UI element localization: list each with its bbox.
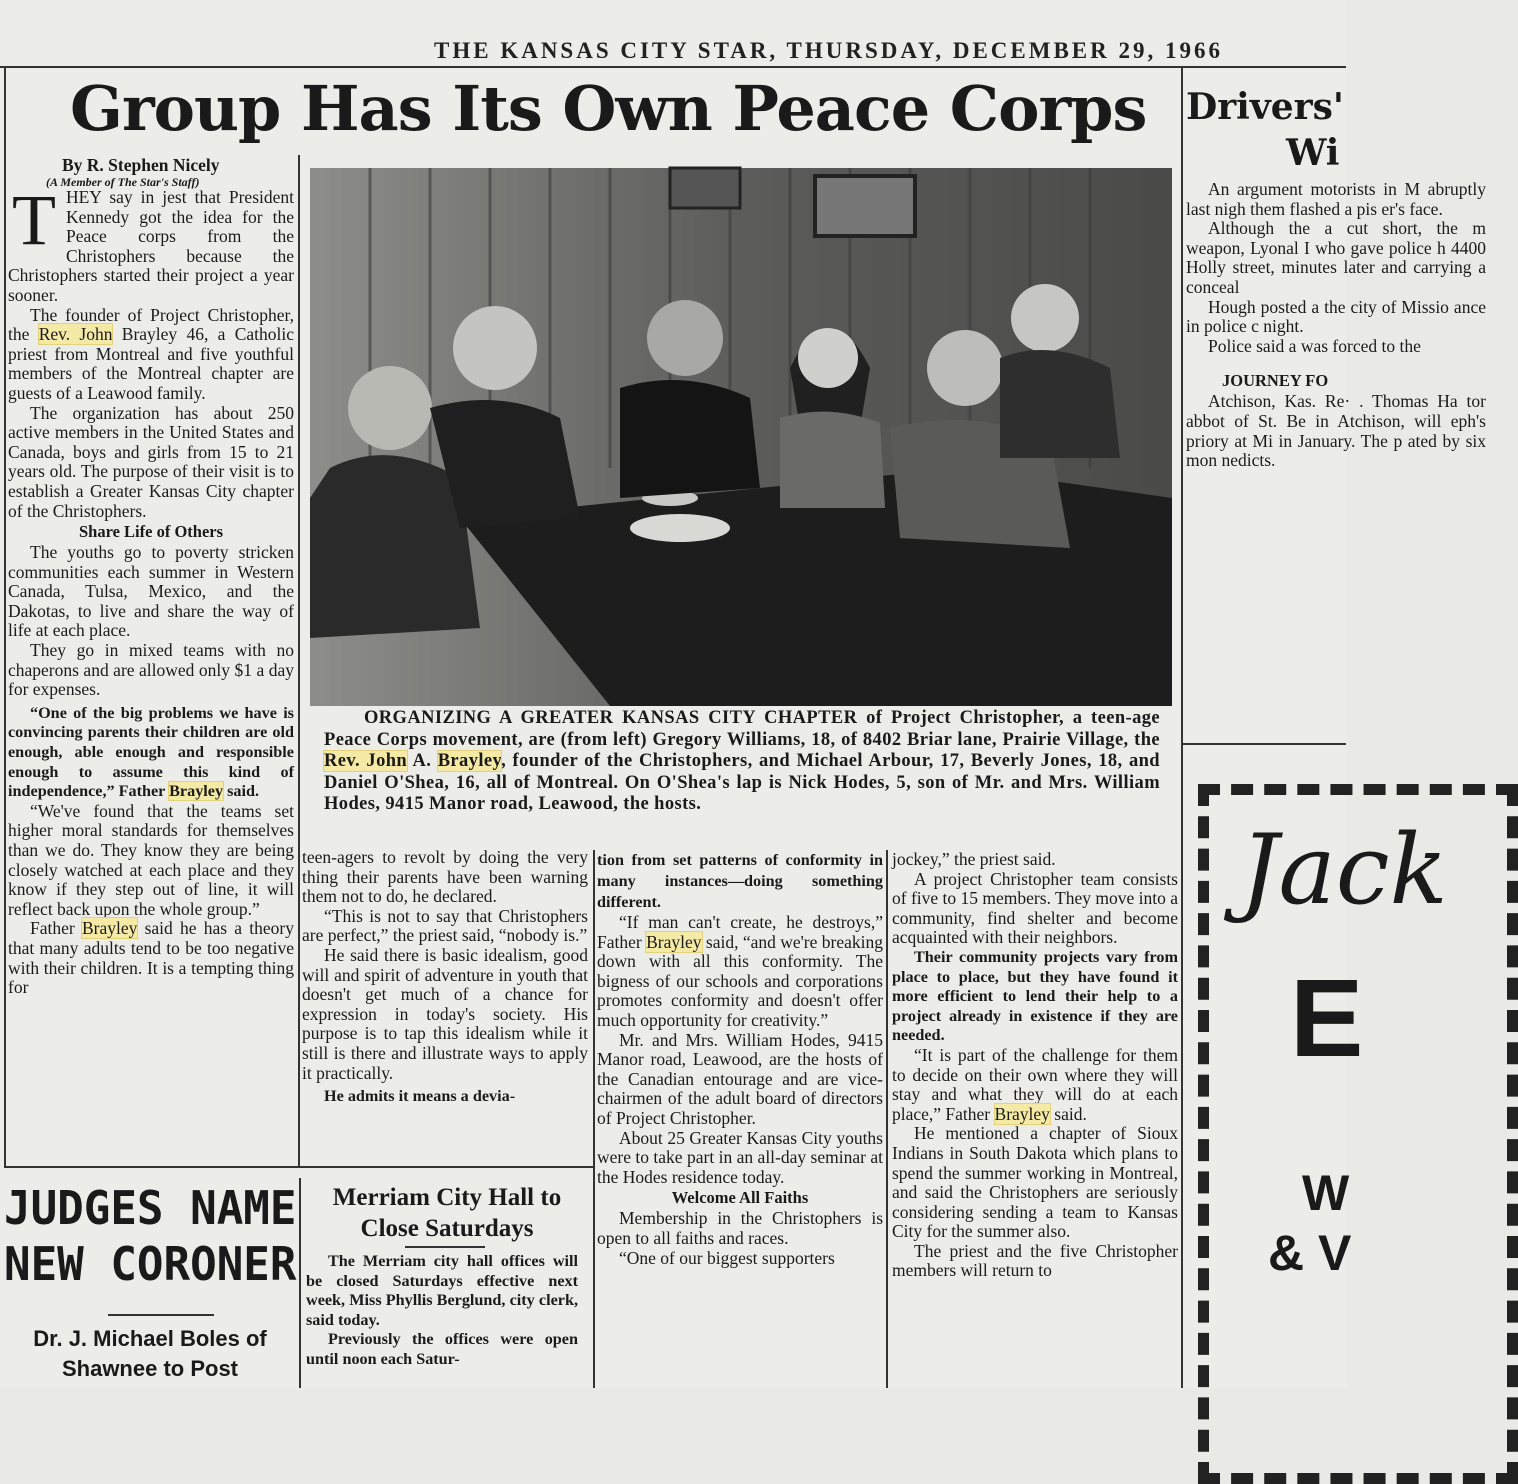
col3-paragraph: tion from set patterns of conformity in many instances—doing something different. (597, 851, 883, 911)
col4-paragraph: “It is part of the challenge for them to decide on their own where they will stay and what they will do at each place,” Father Brayley said. (892, 1044, 1178, 1124)
byline-subtitle: (A Member of The Star's Staff) (46, 175, 200, 189)
highlight: Rev. John (38, 324, 113, 345)
caption-lead: ORGANIZING A GREATER KANSAS CITY CHAPTER (364, 708, 858, 728)
col2-paragraph: He admits it means a devia- (324, 1087, 516, 1106)
col4-paragraph: The priest and the five Christopher members will return to (892, 1240, 1178, 1281)
highlight: Brayley (994, 1103, 1050, 1124)
col3-paragraph: “If man can't create, he destroys,” Father Brayley said, “and we're breaking down with all this conformity. The bigness of our schools and corporations promotes conformity and doesn't offer much opportunity for creativity.” (597, 912, 883, 1030)
col2-rule (593, 850, 595, 1388)
masthead: THE KANSAS CITY STAR, THURSDAY, DECEMBER 29, 1966 (434, 38, 1224, 63)
judges-divider (108, 1314, 214, 1316)
drop-cap: T (12, 180, 56, 260)
highlight: Brayley (169, 782, 224, 801)
masthead-rule (0, 66, 1346, 68)
right-column: Drivers' Wi An argument motorists in M abruptly last nigh them flashed a pis er's face. Although the a cut short, the m weapon, Lyonal I who gave police h 4400 Holly street, minutes later and carrying a conceal Hough posted a the city of Missio ance in police c night. Police said a was forced to the JOURNEY FO Atchison, Kas. Re· . Thomas Ha tor abbot of St. Be in Atchison, will eph's priory at Mi in January. The p ated by six mon nedicts. (1186, 86, 1486, 471)
subhead-share-life: Share Life of Others (78, 522, 224, 542)
left-rule (4, 66, 6, 1166)
judges-headline: JUDGES NAME NEW CORONER (4, 1181, 297, 1291)
col1-paragraph: “One of the big problems we have is convincing parents their children are old enough, able enough and responsible enough to assume this kind of independence,” Father Brayley said. (8, 703, 294, 801)
highlight: Brayley (81, 918, 138, 939)
col1-paragraph: Father Brayley said he has a theory that many adults tend to be too negative with their children. It is a tempting thing for (8, 918, 294, 998)
column-4 (892, 850, 1178, 1281)
right-headline: Drivers' Wi (1186, 86, 1344, 174)
highlight: Rev. John (324, 751, 408, 771)
col1-paragraph: The founder of Project Christopher, the Rev. John Brayley 46, a Catholic priest from Montreal and five youthful members of the Montreal chapter are guests of a Leawood family. (8, 304, 294, 403)
col4-paragraph: A project Christopher team consists of five to 15 members. They move into a community, find shelter and become acquainted with their neighbors. (892, 868, 1178, 948)
column-2 (302, 848, 588, 1107)
photo-caption: ORGANIZING A GREATER KANSAS CITY CHAPTER of Project Christopher, a teen-age Peace Corps movement, are (from left) Gregory Williams, 18, of 8402 Briar lane, Prairie Village, the Rev. John A. Brayley, founder of the Christophers, and Michael Arbour, 17, Beverly Jones, 18, and Daniel O'Shea, 16, all of Montreal. On O'Shea's lap is Nick Hodes, 5, son of Mr. and Mrs. William Hodes, 9415 Manor road, Leawood, the hosts. (324, 708, 1160, 814)
col4-paragraph: jockey,” the priest said. (892, 849, 1056, 869)
col4-paragraph: He mentioned a chapter of Sioux Indians in South Dakota which plans to spend the summer working in Montreal, and said the Christophers are seriously considering sending a team to Kansas City for the summer also. (892, 1123, 1178, 1242)
main-headline: Group Has Its Own Peace Corps (70, 72, 1147, 145)
col2-paragraph: He said there is basic idealism, good will and spirit of adventure in youth that doesn't get much of a chance for expression in today's society. His purpose is to tap this idealism while it still is there and illustrate ways to apply it practically. (302, 944, 588, 1083)
bottom-box-rule (4, 1166, 593, 1168)
col3-paragraph: About 25 Greater Kansas City youths were to take part in an all-day seminar at the Hodes residence today. (597, 1127, 883, 1187)
col3-paragraph: Mr. and Mrs. William Hodes, 9415 Manor road, Leawood, are the hosts of the Canadian entourage and are vice-chairmen of the adult board of directors of Project Christopher. (597, 1029, 883, 1128)
judges-subhead: Dr. J. Michael Boles of Shawnee to Post (33, 1326, 267, 1381)
byline: By R. Stephen Nicely (62, 155, 220, 175)
merriam-headline: Merriam City Hall to Close Saturdays (332, 1184, 562, 1242)
subhead-welcome: Welcome All Faiths (671, 1188, 809, 1208)
col3-paragraph: “One of our biggest supporters (619, 1247, 835, 1268)
col4-paragraph: Their community projects vary from place to place, but they have found it more efficient to lend their help to a project already in existence if they are needed. (892, 947, 1178, 1045)
highlight: Brayley (437, 751, 502, 771)
col2-paragraph: “This is not to say that Christophers are perfect,” the priest said, “nobody is.” (302, 905, 588, 946)
col3-rule (886, 850, 888, 1388)
col1-rule (298, 155, 300, 1167)
highlight: Brayley (646, 931, 702, 952)
col1-paragraph: HEY say in jest that President Kennedy got the idea for the Peace corps from the Christophers because the Christophers started their project a year sooner. (8, 187, 294, 305)
advertisement: Jack E W & V (1198, 784, 1346, 1388)
photo-illustration (310, 168, 1172, 706)
group-photo (310, 168, 1172, 706)
col1-paragraph: The youths go to poverty stricken communities each summer in Western Canada, Tulsa, Mexico, and the Dakotas, to live and share the way of life at each place. (8, 542, 294, 641)
col3-paragraph: Membership in the Christophers is open to all faiths and races. (597, 1208, 883, 1248)
col1-paragraph: They go in mixed teams with no chaperons and are allowed only $1 a day for expenses. (8, 640, 294, 700)
judges-rule (299, 1178, 301, 1388)
col1-paragraph: The organization has about 250 active members in the United States and Canada, boys and girls from 15 to 21 years old. The purpose of their visit is to establish a Greater Kansas City chapter of the Christophers. (8, 402, 294, 521)
column-3 (597, 850, 883, 1268)
col2-paragraph: teen-agers to revolt by doing the very thing their parents have been warning them not to do, he declared. (302, 847, 588, 907)
col1-paragraph: “We've found that the teams set higher moral standards for themselves than we do. They know they are being closely watched at each place and they know if they step out of line, it will reflect back upon the whole group.” (8, 800, 294, 919)
merriam-divider (405, 1246, 485, 1248)
right-frame-rule (1181, 66, 1183, 1388)
merriam-body: The Merriam city hall offices will be closed Saturdays effective next week, Miss Phyllis Berglund, city clerk, said today. Previously the offices were open until noon each Satur- (306, 1252, 578, 1368)
